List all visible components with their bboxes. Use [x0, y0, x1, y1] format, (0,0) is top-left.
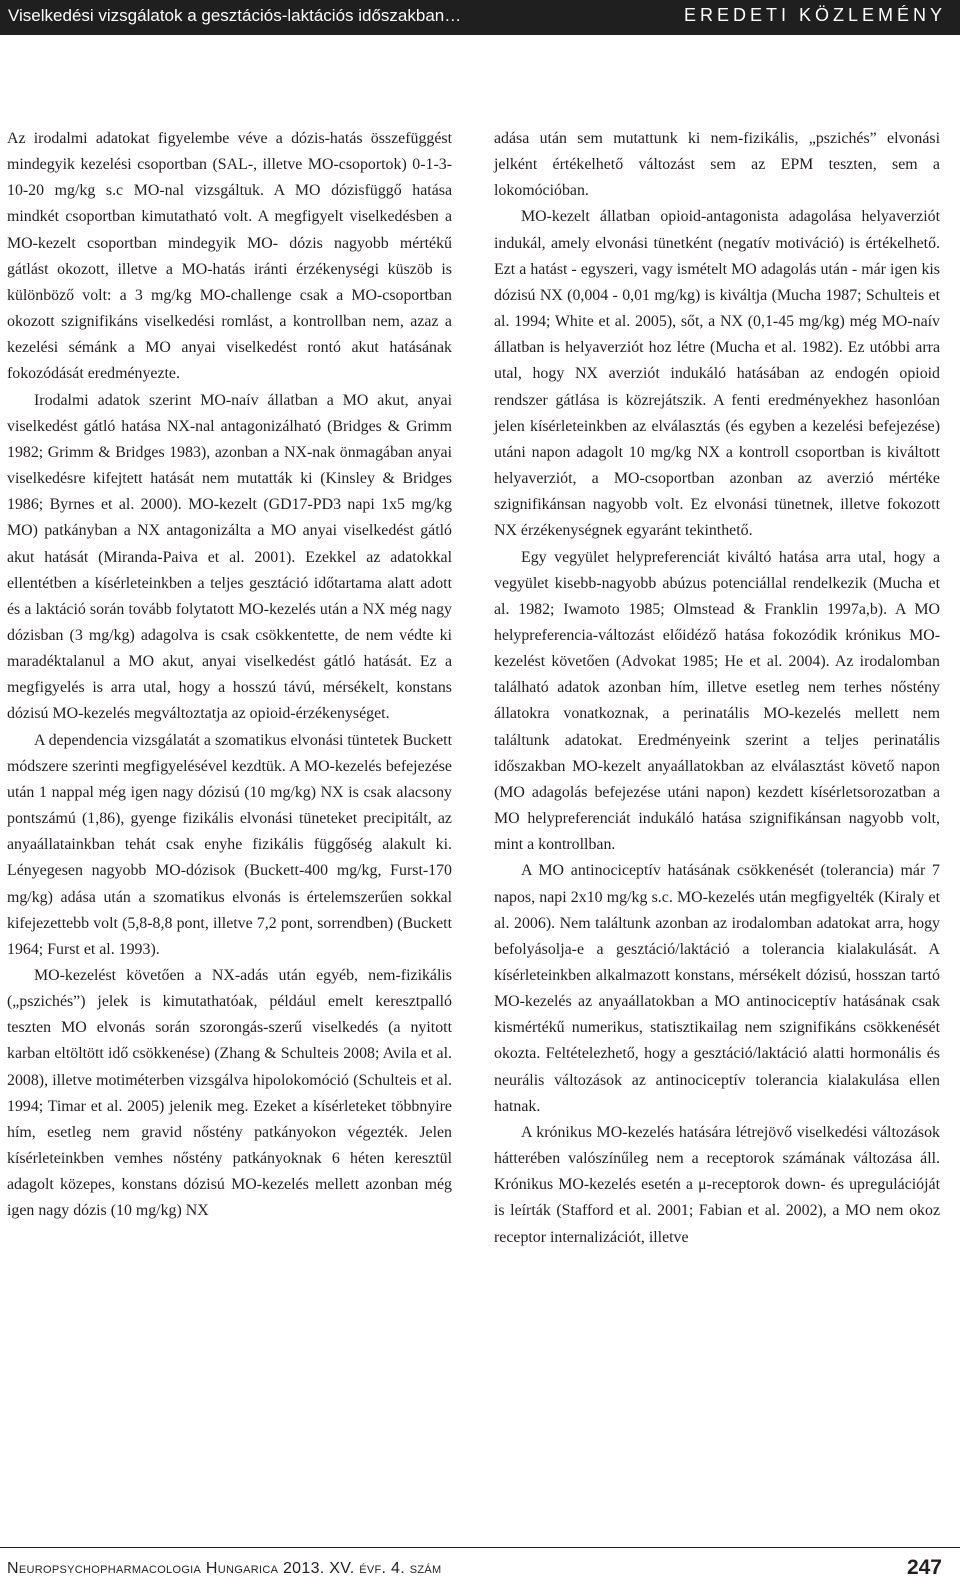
paragraph: A dependencia vizsgálatát a szomatikus elvonási tüntetek Buckett módszere szerinti megfigyelésével kezdtük. A MO-kezelés befejezése után 1 nappal még igen nagy dózisú (10 mg/kg) NX is csak alacsony pontszámú (1,86), gyenge fizikális elvonási tüneteket precipitált, az anyaállatainkban tehát csak enyhe fizikális függőség alakult ki. Lényegesen nagyobb MO-dózisok (Buckett-400 mg/kg, Furst-170 mg/kg) adása után a szomatikus elvonás is értelemszerűen sokkal kifejezettebb volt (5,8-8,8 pont, illetve 7,2 pont, sorrendben) (Buckett 1964; Furst et al. 1993).	[7, 731, 452, 958]
section-label: EREDETI KÖZLEMÉNY	[683, 5, 946, 25]
running-title: Viselkedési vizsgálatok a gesztációs-laktációs időszakban…	[8, 6, 462, 25]
paragraph: Az irodalmi adatokat figyelembe véve a dózis-hatás összefüggést mindegyik kezelési csoportban (SAL-, illetve MO-csoportok) 0-1-3-10-20 mg/kg s.c MO-nal vizsgáltuk. A MO dózisfüggő hatása mindkét csoportban kimutatható volt. A megfigyelt viselkedésben a MO-kezelt csoportban mindegyik MO- dózis nagyobb mértékű gátlást okozott, illetve a MO-hatás iránti érzékenységi küszöb is különböző volt: a 3 mg/kg MO-challenge csak a MO-csoportban okozott szignifikáns viselkedési romlást, a kontrollban nem, azaz a kezelési sémánk a MO anyai viselkedést rontó akut hatásának fokozódását eredményezte.	[7, 130, 452, 383]
left-column	[7, 126, 452, 1225]
running-header	[0, 0, 960, 35]
page-footer	[0, 1548, 960, 1590]
paragraph: A MO antinociceptív hatásának csökkenését (tolerancia) már 7 napos, napi 2x10 mg/kg s.c. MO-kezelés után megfigyelték (Kiraly et al. 2006). Nem találtunk azonban az irodalomban adatokat arra, hogy befolyásolja-e a gesztáció/laktáció a tolerancia kialakulását. A kísérleteinkben alkalmazott konstans, mérsékelt dózisú, hosszan tartó MO-kezelés az anyaállatokban a MO antinociceptív hatásának csak kismértékű numerikus, statisztikailag nem szignifikáns csökkenését okozta. Feltételezhető, hogy a gesztáció/laktáció alatti hormonális és neurális változások az antinociceptív tolerancia kialakulása ellen hatnak.	[494, 862, 940, 1115]
paragraph: Irodalmi adatok szerint MO-naív állatban a MO akut, anyai viselkedést gátló hatása NX-nal antagonizálható (Bridges & Grimm 1982; Grimm & Bridges 1983), azonban a NX-nak önmagában anyai viselkedésre kifejtett hatását nem mutatták ki (Kinsley & Bridges 1986; Byrnes et al. 2000). MO-kezelt (GD17-PD3 napi 1x5 mg/kg MO) patkányban a NX antagonizálta a MO anyai viselkedést gátló akut hatását (Miranda-Paiva et al. 2001). Ezekkel az adatokkal ellentétben a kísérleteinkben a teljes gesztáció időtartama alatt adott és a laktáció során tovább folytatott MO-kezelés után a NX még nagy dózisban (3 mg/kg) adagolva is csak csökkentette, de nem védte ki maradéktalanul a MO akut, anyai viselkedést gátló hatását. Ez a megfigyelés is arra utal, hogy a hosszú távú, mérsékelt, konstans dózisú MO-kezelés megváltoztatja az opioid-érzékenységet.	[7, 391, 452, 723]
paragraph: adása után sem mutattunk ki nem-fizikális, „pszichés” elvonási jelként értékelhető változást sem az EPM teszten, sem a lokomócióban.	[494, 130, 940, 200]
journal-citation: Neuropsychopharmacologia Hungarica 2013. XV. évf. 4. szám	[7, 1560, 442, 1577]
paragraph: A krónikus MO-kezelés hatására létrejövő viselkedési változások hátterében valószínűleg nem a receptorok számának változása áll. Krónikus MO-kezelés esetén a μ-receptorok down- és upregulációját is leírták (Stafford et al. 2001; Fabian et al. 2002), a MO nem okoz receptor internalizációt, illetve	[494, 1123, 940, 1246]
right-column	[494, 126, 940, 1251]
paragraph: MO-kezelést követően a NX-adás után egyéb, nem-fizikális („pszichés”) jelek is kimutathatóak, például emelt keresztpalló teszten MO elvonás során szorongás-szerű viselkedés (a nyitott karban eltöltött idő csökkenése) (Zhang & Schulteis 2008; Avila et al. 2008), illetve motiméterben vizsgálva hipolokomóció (Schulteis et al. 1994; Timar et al. 2005) jelenik meg. Ezeket a kísérleteket többnyire hím, esetleg nem gravid nőstény patkányokon végezték. Jelen kísérleteinkben vemhes nőstény patkányoknak 6 héten keresztül adagolt közepes, konstans dózisú MO-kezelés mellett azonban még igen nagy dózis (10 mg/kg) NX	[7, 967, 452, 1220]
paragraph: Egy vegyület helypreferenciát kiváltó hatása arra utal, hogy a vegyület kisebb-nagyobb abúzus potenciállal rendelkezik (Mucha et al. 1982; Iwamoto 1985; Olmstead & Franklin 1997a,b). A MO helypreferencia-változást előidéző hatása fokozódik krónikus MO-kezelést követően (Advokat 1985; He et al. 2004). Az irodalomban található adatok azonban hím, illetve esetleg nem terhes nőstény állatokra vonatkoznak, a perinatális MO-kezelés mellett nem találtunk adatokat. Eredményeink szerint a teljes perinatális időszakban MO-kezelt anyaállatokban az elválasztást követő napon (MO adagolás befejezése utáni napon) kezdett kísérletsorozatban a MO helypreferenciát indukáló hatása szignifikánsan nagyobb volt, mint a kontrollban.	[494, 548, 940, 854]
page-number: 247	[906, 1556, 942, 1579]
paragraph: MO-kezelt állatban opioid-antagonista adagolása helyaverziót indukál, amely elvonási tünetként (negatív motiváció) is értékelhető. Ezt a hatást - egyszeri, vagy ismételt MO adagolás után - már igen kis dózisú NX (0,004 - 0,01 mg/kg) is kiváltja (Mucha 1987; Schulteis et al. 1994; White et al. 2005), sőt, a NX (0,1-45 mg/kg) még MO-naív állatban is helyaverziót hoz létre (Mucha et al. 1982). Ez utóbbi arra utal, hogy NX averziót indukáló hatásában az endogén opioid rendszer gátlása is közrejátszik. A fenti eredményekhez hasonlóan jelen kísérleteinkben az elválasztás (és egyben a kezelési befejezése) utáni napon adagolt 10 mg/kg NX a kontroll csoportban is kiváltott helyaverziót, a MO-csoportban azonban az averzió mértéke szignifikánsan nagyobb volt. Ez elvonási tünetnek, illetve fokozott NX érzékenységnek egyaránt tekinthető.	[494, 208, 940, 540]
